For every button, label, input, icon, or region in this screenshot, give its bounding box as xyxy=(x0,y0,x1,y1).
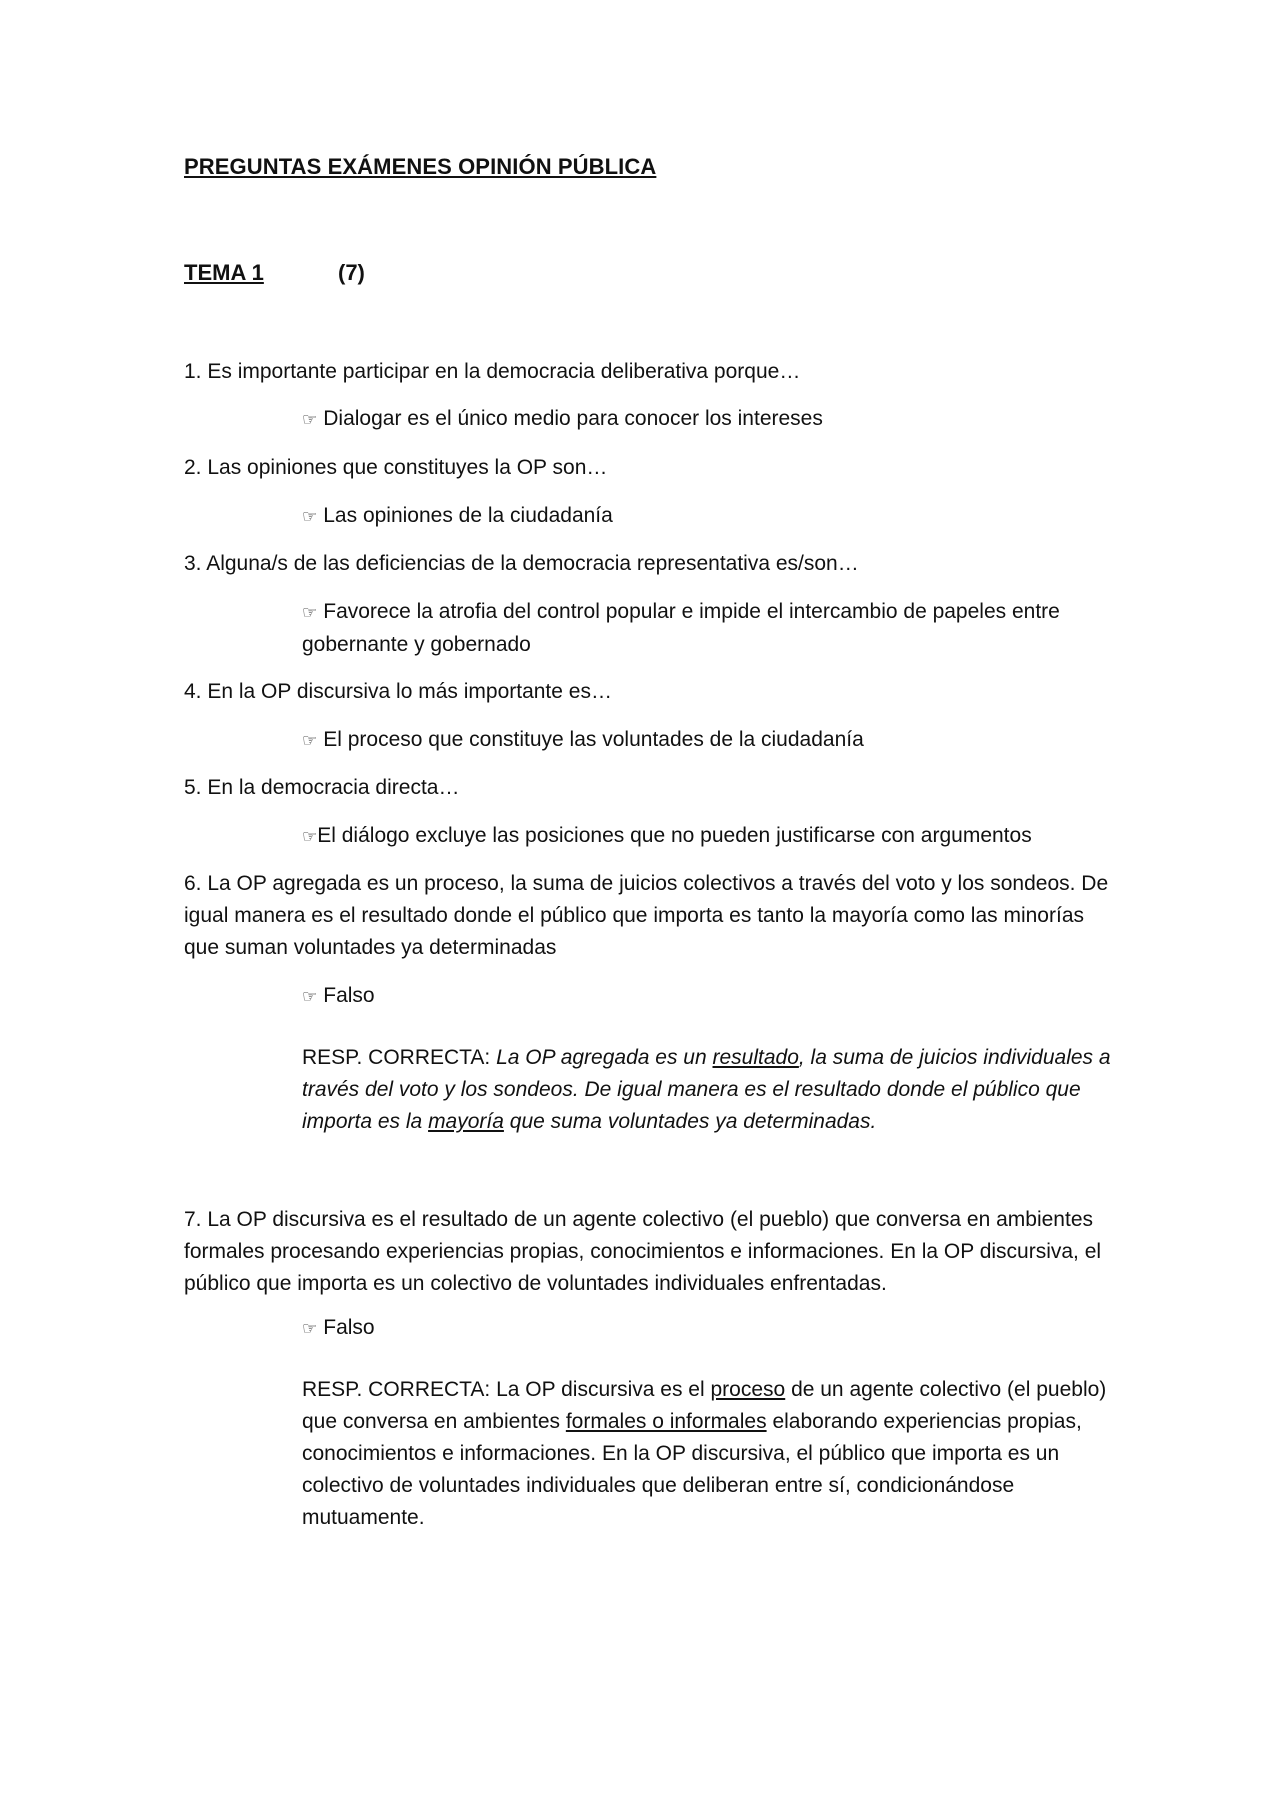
answer-6: ☞ Falso xyxy=(302,980,1102,1013)
document-title: PREGUNTAS EXÁMENES OPINIÓN PÚBLICA xyxy=(184,154,657,179)
question-6: 6. La OP agregada es un proceso, la suma de juicios colectivos a través del voto y los sondeos. De igual manera es el resultado donde el público que importa es tanto la mayoría como las minorías que suman voluntades ya determinadas xyxy=(184,872,1109,959)
underlined-term: proceso xyxy=(710,1378,786,1401)
tema-count: (7) xyxy=(338,260,365,285)
correct-label: RESP. CORRECTA: xyxy=(302,1378,491,1401)
question-1: 1. Es importante participar en la democracia deliberativa porque… xyxy=(184,360,801,383)
answer-7: ☞ Falso xyxy=(302,1312,1102,1345)
underlined-term: formales o informales xyxy=(565,1410,767,1433)
answer-5: ☞El diálogo excluye las posiciones que no pueden justificarse con argumentos xyxy=(302,820,1102,853)
question-4: 4. En la OP discursiva lo más importante es… xyxy=(184,680,612,703)
underlined-term: mayoría xyxy=(428,1110,504,1133)
answer-2: ☞ Las opiniones de la ciudadanía xyxy=(302,500,1102,533)
question-3: 3. Alguna/s de las deficiencias de la democracia representativa es/son… xyxy=(184,552,859,575)
pointing-hand-icon: ☞ xyxy=(302,731,318,750)
answer-3: ☞ Favorece la atrofia del control popular e impide el intercambio de papeles entre gobernante y gobernado xyxy=(302,596,1102,661)
pointing-hand-icon: ☞ xyxy=(302,410,318,429)
correct-answer-7: RESP. CORRECTA: La OP discursiva es el proceso de un agente colectivo (el pueblo) que conversa en ambientes formales o informales elaborando experiencias propias, conocimientos e informaciones. En la OP discursiva, el público que importa es un colectivo de voluntades individuales que deliberan entre sí, condicionándose mutuamente. xyxy=(302,1378,1107,1529)
pointing-hand-icon: ☞ xyxy=(302,1319,318,1338)
question-2: 2. Las opiniones que constituyes la OP son… xyxy=(184,456,608,479)
answer-4: ☞ El proceso que constituye las voluntades de la ciudadanía xyxy=(302,724,1102,757)
pointing-hand-icon: ☞ xyxy=(302,987,318,1006)
pointing-hand-icon: ☞ xyxy=(302,603,318,622)
correct-label: RESP. CORRECTA: xyxy=(302,1046,491,1069)
answer-1: ☞ Dialogar es el único medio para conocer los intereses xyxy=(302,403,1102,436)
pointing-hand-icon: ☞ xyxy=(302,827,318,846)
section-heading xyxy=(184,260,365,286)
correct-answer-6: RESP. CORRECTA: La OP agregada es un resultado, la suma de juicios individuales a través del voto y los sondeos. De igual manera es el resultado donde el público que importa es la mayoría que suma voluntades ya determinadas. xyxy=(302,1046,1111,1133)
tema-label: TEMA 1 xyxy=(184,260,264,285)
pointing-hand-icon: ☞ xyxy=(302,507,318,526)
underlined-term: resultado xyxy=(712,1046,799,1069)
question-7: 7. La OP discursiva es el resultado de un agente colectivo (el pueblo) que conversa en ambientes formales procesando experiencias propias, conocimientos e informaciones. En la OP discursiva, el público que importa es un colectivo de voluntades individuales enfrentadas. xyxy=(184,1208,1102,1295)
question-5: 5. En la democracia directa… xyxy=(184,776,460,799)
